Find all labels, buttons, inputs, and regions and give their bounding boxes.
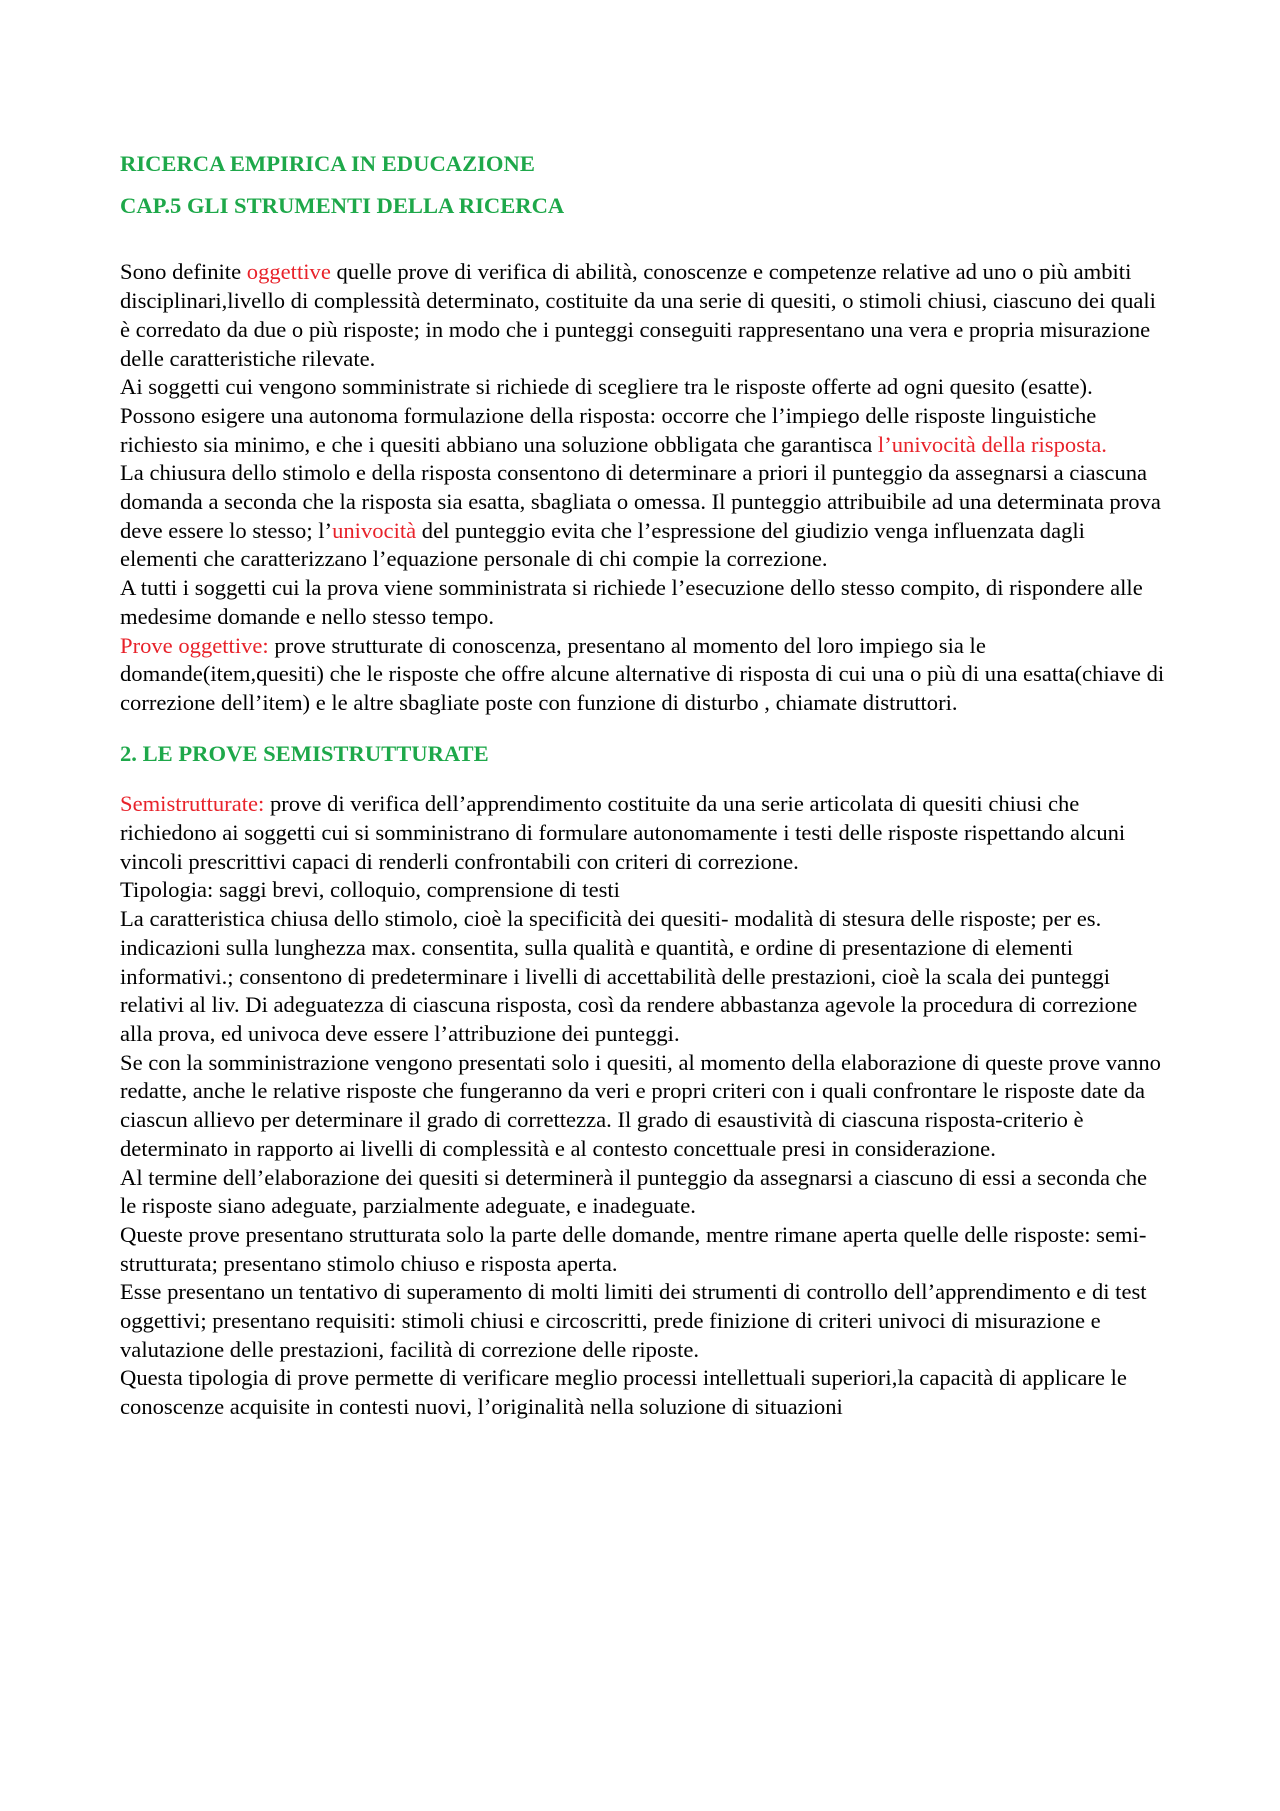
paragraph-sec2-4: Se con la somministrazione vengono presentati solo i quesiti, al momento della elaborazione di queste prove vanno redatte, anche le relative risposte che fungeranno da veri e propri criteri con i quali confrontare le risposte date da ciascun allievo per determinare il grado di correttezza. Il grado di esaustività di ciascuna risposta-criterio è determinato in rapporto ai livelli di complessità e al contesto concettuale presi in considerazione.: [120, 1049, 1161, 1161]
highlight-text: univocità: [332, 517, 417, 543]
text: del punteggio evita che l’espressione del giudizio venga influenzata dagli elementi che caratterizzano l’equazione personale di chi compie la correzione.: [120, 517, 1085, 572]
highlight-text: Prove oggettive:: [120, 632, 269, 658]
highlight-text: Semistrutturate:: [120, 791, 265, 817]
text: prove strutturate di conoscenza, presentano al momento del loro impiego sia le domande(item,quesiti) che le risposte che offre alcune alternative di risposta di cui una o più di una esatta(chiave di correzione dell’item) e le altre sbagliate poste con funzione di disturbo , chiamate distruttori.: [120, 632, 1165, 715]
paragraph-sec2-3: La caratteristica chiusa dello stimolo, cioè la specificità dei quesiti- modalità di stesura delle risposte; per es. indicazioni sulla lunghezza max. consentita, sulla qualità e quantità, e ordine di presentazione di elementi informativi.; consentono di predeterminare i livelli di accettabilità delle prestazioni, cioè la scala dei punteggi relativi al liv. Di adeguatezza di ciascuna risposta, così da rendere abbastanza agevole la procedura di correzione alla prova, ed univoca deve essere l’attribuzione dei punteggi.: [120, 906, 1138, 1046]
text: Sono definite: [120, 259, 247, 285]
document-page: [120, 150, 1165, 1422]
paragraph-sec2-8: Questa tipologia di prove permette di verificare meglio processi intellettuali superiori,la capacità di applicare le conoscenze acquisite in contesti nuovi, l’originalità nella soluzione di situazioni: [120, 1365, 1127, 1420]
text: quelle prove di verifica di abilità, conoscenze e competenze relative ad uno o più ambiti disciplinari,livello di complessità determinato, costituite da una serie di quesiti, o stimoli chiusi, ciascuno dei quali è corredato da due o più risposte; in modo che i punteggi conseguiti rappresentano una vera e propria misurazione delle caratteristiche rilevate.: [120, 259, 1156, 371]
paragraph-intro-3: [120, 459, 1165, 574]
highlight-text: oggettive: [246, 259, 331, 285]
paragraph-intro-5: [120, 632, 1165, 718]
text: prove di verifica dell’apprendimento costituite da una serie articolata di quesiti chiusi che richiedono ai soggetti cui si somministrano di formulare autonomamente i testi delle risposte rispettando alcuni vincoli prescrittivi capaci di renderli confrontabili con criteri di correzione.: [120, 791, 1126, 874]
paragraph-sec2-1: [120, 790, 1165, 876]
paragraph-intro-2: [120, 373, 1165, 459]
document-title: RICERCA EMPIRICA IN EDUCAZIONE: [120, 151, 535, 176]
section-heading: 2. LE PROVE SEMISTRUTTURATE: [120, 740, 489, 766]
paragraph-intro-4: A tutti i soggetti cui la prova viene somministrata si richiede l’esecuzione dello stesso compito, di rispondere alle medesime domande e nello stesso tempo.: [120, 575, 1143, 629]
paragraph-intro-1: [120, 258, 1165, 373]
paragraph-sec2-6: Queste prove presentano strutturata solo la parte delle domande, mentre rimane aperta quelle delle risposte: semi-strutturata; presentano stimolo chiuso e risposta aperta.: [120, 1221, 1147, 1276]
text: Ai soggetti cui vengono somministrate si richiede di scegliere tra le risposte offerte ad ogni quesito (esatte). Possono esigere una autonoma formulazione della risposta: occorre che l’impiego delle risposte linguistiche richiesto sia minimo, e che i quesiti abbiano una soluzione obbligata che garantisca: [120, 374, 1097, 457]
text: La chiusura dello stimolo e della risposta consentono di determinare a priori il punteggio da assegnarsi a ciascuna domanda a seconda che la risposta sia esatta, sbagliata o omessa. Il punteggio attribuibile ad una determinata prova deve essere lo stesso; l’: [120, 460, 1161, 543]
paragraph-sec2-5: Al termine dell’elaborazione dei quesiti si determinerà il punteggio da assegnarsi a ciascuno di essi a seconda che le risposte siano adeguate, parzialmente adeguate, e inadeguate.: [120, 1164, 1148, 1219]
paragraph-sec2-7: Esse presentano un tentativo di superamento di molti limiti dei strumenti di controllo dell’apprendimento e di test oggettivi; presentano requisiti: stimoli chiusi e circoscritti, prede finizione di criteri univoci di misurazione e valutazione delle prestazioni, facilità di correzione delle riposte.: [120, 1279, 1147, 1362]
paragraph-sec2-2: Tipologia: saggi brevi, colloquio, comprensione di testi: [120, 877, 620, 903]
chapter-heading: CAP.5 GLI STRUMENTI DELLA RICERCA: [120, 192, 565, 218]
highlight-text: l’univocità della risposta.: [877, 431, 1107, 457]
